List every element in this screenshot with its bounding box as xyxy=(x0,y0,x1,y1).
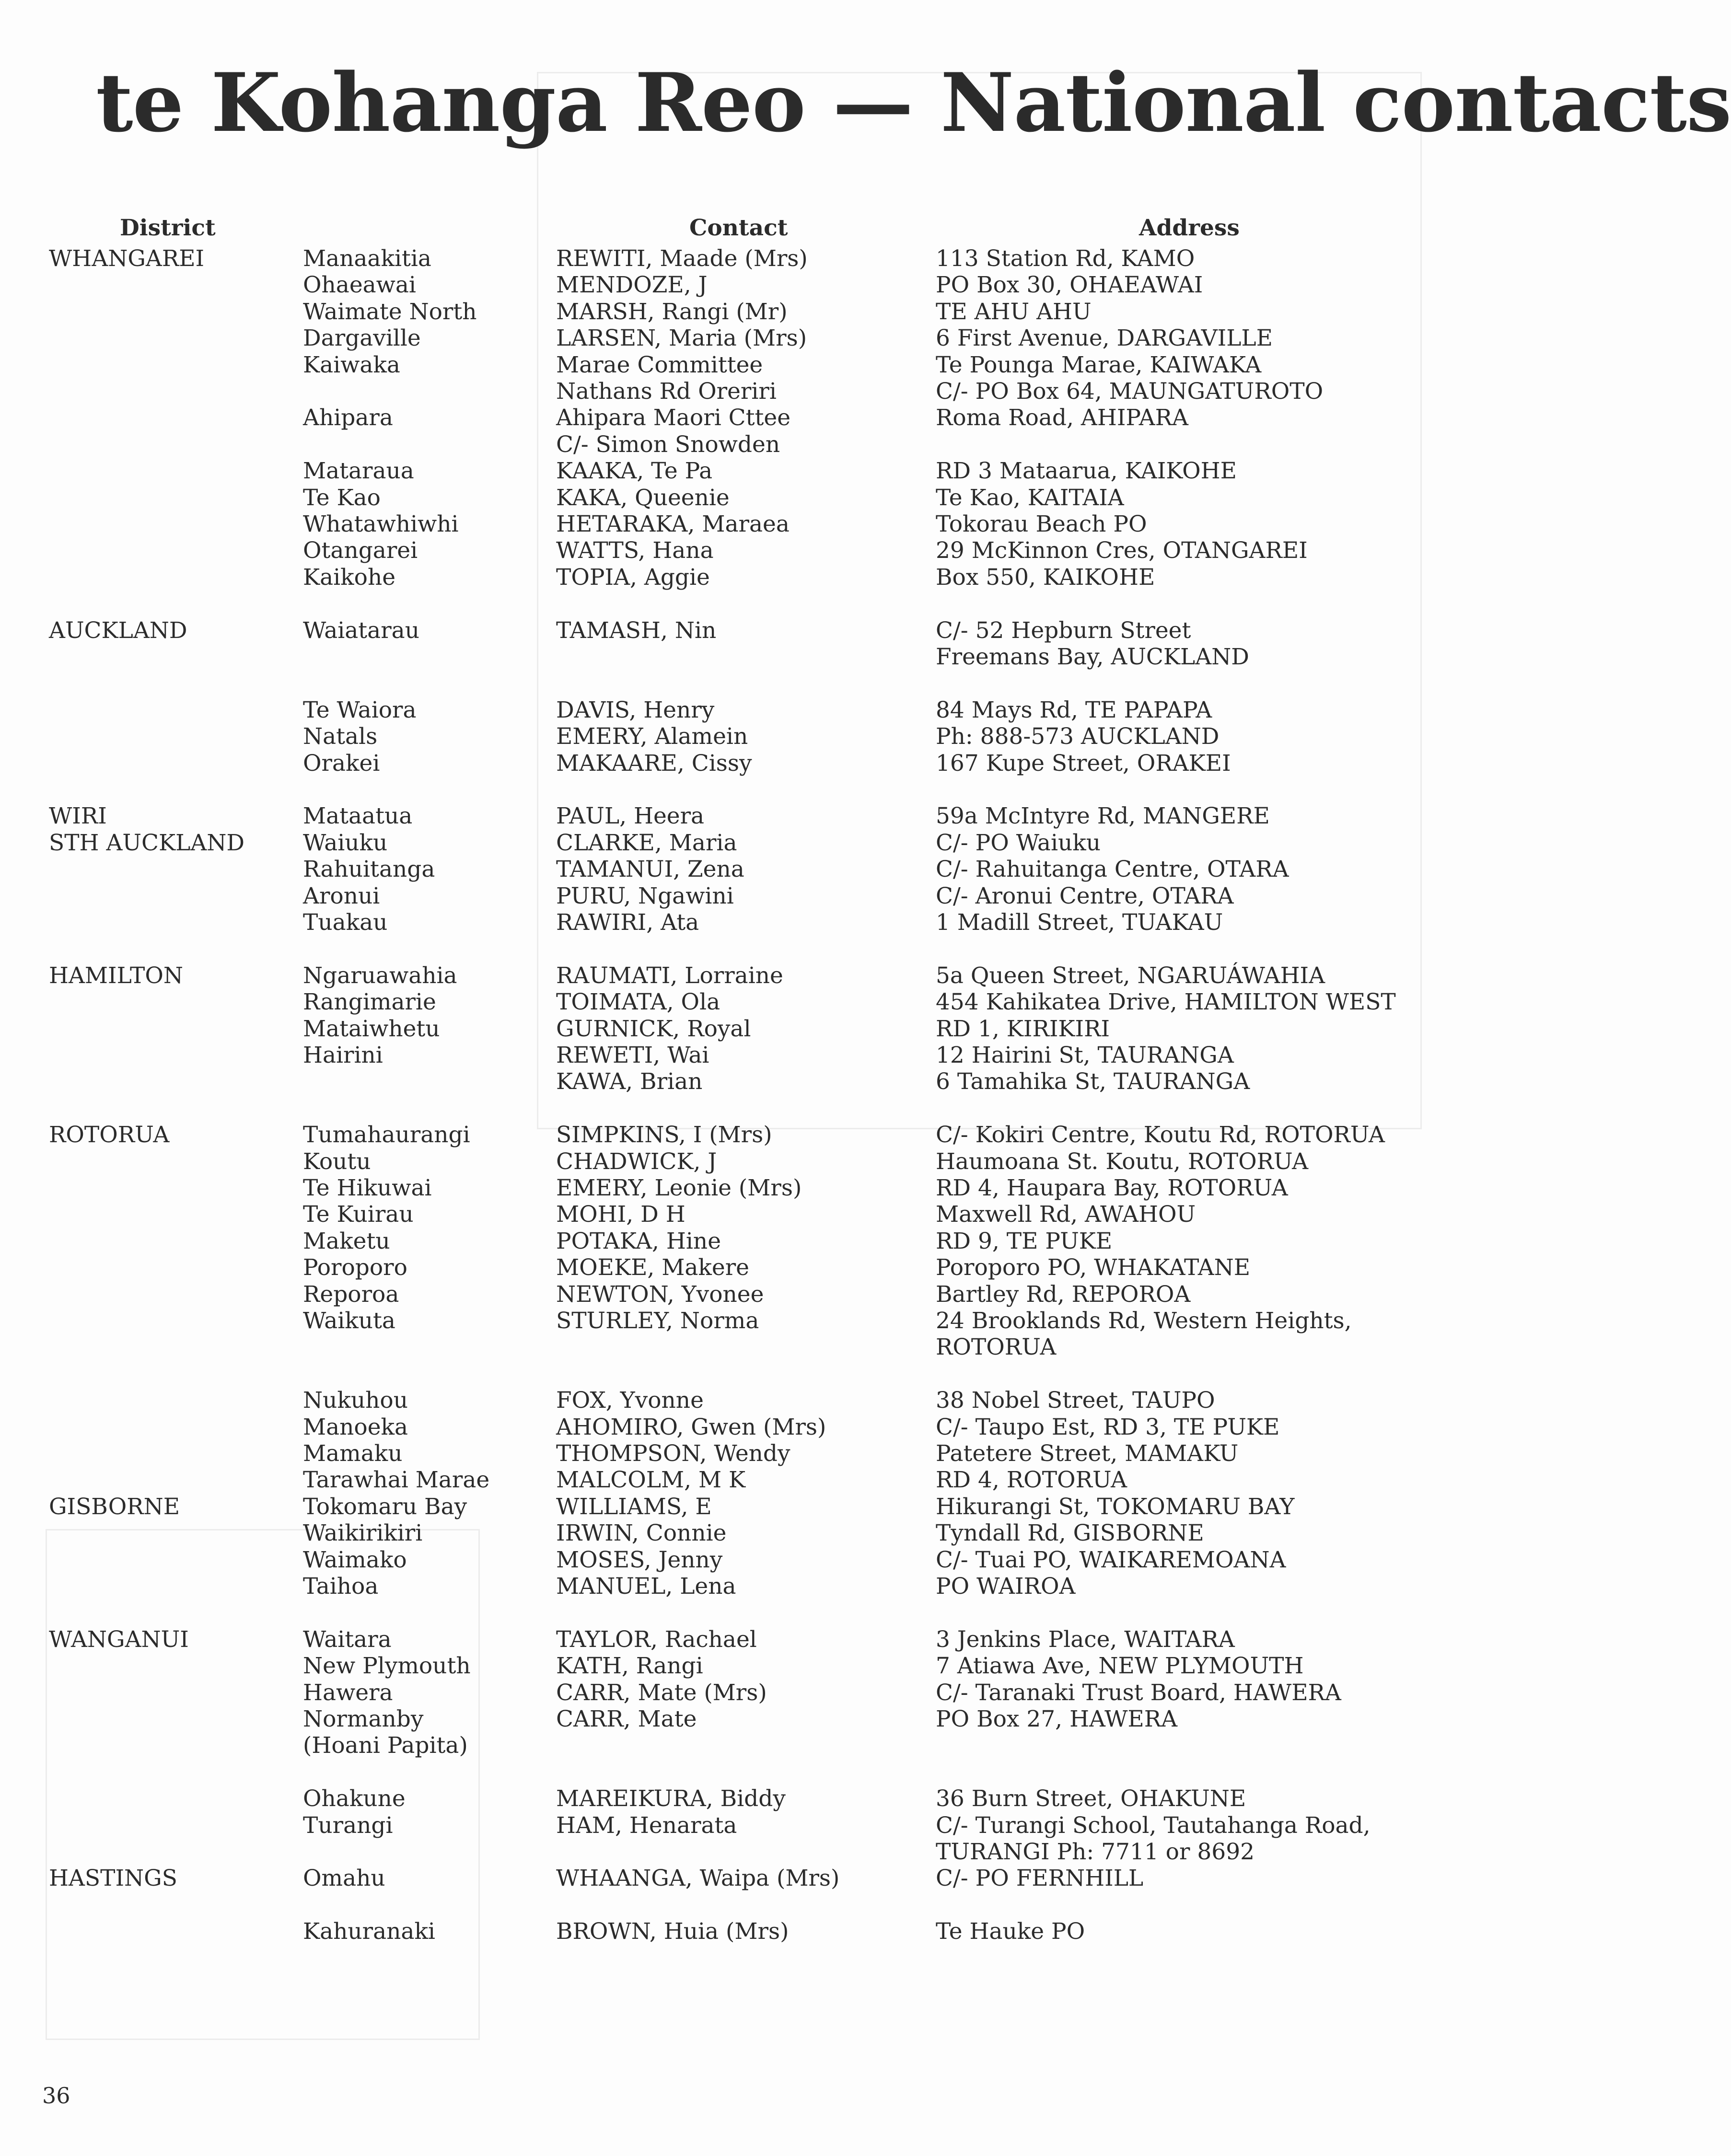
place-cell: Tumahaurangi xyxy=(303,1122,470,1148)
address-cell: C/- Turangi School, Tautahanga Road, xyxy=(936,1812,1371,1839)
contact-cell: Ahipara Maori Cttee xyxy=(556,405,791,431)
contact-cell: TAYLOR, Rachael xyxy=(556,1626,757,1653)
address-cell: TURANGI Ph: 7711 or 8692 xyxy=(936,1839,1255,1865)
contact-cell: TOIMATA, Ola xyxy=(556,989,720,1015)
place-cell: Te Waiora xyxy=(303,697,417,723)
contact-cell: DAVIS, Henry xyxy=(556,697,715,723)
district-cell: HAMILTON xyxy=(49,962,184,989)
contact-cell: REWETI, Wai xyxy=(556,1042,709,1068)
address-cell: 6 Tamahika St, TAURANGA xyxy=(936,1068,1250,1095)
address-cell: 38 Nobel Street, TAUPO xyxy=(936,1387,1215,1414)
contact-cell: PURU, Ngawini xyxy=(556,883,734,909)
address-cell: C/- PO Box 64, MAUNGATUROTO xyxy=(936,378,1324,405)
address-cell: Bartley Rd, REPOROA xyxy=(936,1281,1191,1308)
page-title: te Kohanga Reo — National contacts xyxy=(96,55,1731,150)
place-cell: Turangi xyxy=(303,1812,393,1839)
district-cell: ROTORUA xyxy=(49,1122,170,1148)
address-cell: RD 9, TE PUKE xyxy=(936,1228,1113,1254)
contact-cell: EMERY, Leonie (Mrs) xyxy=(556,1175,802,1201)
contact-cell: MOEKE, Makere xyxy=(556,1254,749,1281)
address-cell: RD 4, Haupara Bay, ROTORUA xyxy=(936,1175,1288,1201)
address-cell: Haumoana St. Koutu, ROTORUA xyxy=(936,1148,1309,1175)
address-cell: Tokorau Beach PO xyxy=(936,511,1147,537)
contact-cell: CHADWICK, J xyxy=(556,1148,717,1175)
place-cell: Tuakau xyxy=(303,909,388,936)
address-cell: Poroporo PO, WHAKATANE xyxy=(936,1254,1251,1281)
district-cell: GISBORNE xyxy=(49,1494,180,1520)
contact-cell: Nathans Rd Oreriri xyxy=(556,378,777,405)
place-cell: Waiatarau xyxy=(303,617,419,644)
address-cell: C/- Rahuitanga Centre, OTARA xyxy=(936,856,1289,882)
contact-cell: MANUEL, Lena xyxy=(556,1573,736,1600)
contact-cell: CLARKE, Maria xyxy=(556,830,737,856)
address-cell: Box 550, KAIKOHE xyxy=(936,564,1155,591)
contact-cell: IRWIN, Connie xyxy=(556,1520,727,1546)
address-cell: C/- 52 Hepburn Street xyxy=(936,617,1191,644)
place-cell: Waikirikiri xyxy=(303,1520,423,1546)
place-cell: Waitara xyxy=(303,1626,392,1653)
place-cell: Ngaruawahia xyxy=(303,962,457,989)
district-cell: WANGANUI xyxy=(49,1626,189,1653)
contact-cell: CARR, Mate xyxy=(556,1706,697,1732)
address-cell: Tyndall Rd, GISBORNE xyxy=(936,1520,1204,1546)
address-cell: Te Hauke PO xyxy=(936,1918,1085,1945)
place-cell: Waimate North xyxy=(303,299,477,325)
place-cell: Natals xyxy=(303,723,378,750)
contact-cell: KATH, Rangi xyxy=(556,1653,703,1679)
address-cell: 3 Jenkins Place, WAITARA xyxy=(936,1626,1235,1653)
place-cell: Dargaville xyxy=(303,325,421,351)
address-cell: Patetere Street, MAMAKU xyxy=(936,1440,1239,1467)
address-cell: C/- Taupo Est, RD 3, TE PUKE xyxy=(936,1414,1280,1440)
place-cell: (Hoani Papita) xyxy=(303,1732,468,1759)
address-cell: RD 3 Mataarua, KAIKOHE xyxy=(936,458,1237,484)
contact-cell: TAMASH, Nin xyxy=(556,617,717,644)
contact-cell: MALCOLM, M K xyxy=(556,1467,746,1493)
address-cell: 12 Hairini St, TAURANGA xyxy=(936,1042,1234,1068)
place-cell: Waimako xyxy=(303,1547,407,1573)
place-cell: Ahipara xyxy=(303,405,393,431)
place-cell: Hairini xyxy=(303,1042,383,1068)
district-cell: HASTINGS xyxy=(49,1865,177,1891)
place-cell: Te Kuirau xyxy=(303,1201,414,1228)
contact-cell: CARR, Mate (Mrs) xyxy=(556,1680,767,1706)
address-cell: 29 McKinnon Cres, OTANGAREI xyxy=(936,537,1308,564)
district-cell: STH AUCKLAND xyxy=(49,830,245,856)
address-cell: C/- PO FERNHILL xyxy=(936,1865,1144,1891)
contact-cell: PAUL, Heera xyxy=(556,803,705,829)
contact-cell: KAWA, Brian xyxy=(556,1068,703,1095)
address-cell: 6 First Avenue, DARGAVILLE xyxy=(936,325,1273,351)
district-cell: AUCKLAND xyxy=(49,617,187,644)
address-cell: C/- Kokiri Centre, Koutu Rd, ROTORUA xyxy=(936,1122,1385,1148)
contact-cell: NEWTON, Yvonee xyxy=(556,1281,764,1308)
header-district: District xyxy=(120,215,216,241)
address-cell: Freemans Bay, AUCKLAND xyxy=(936,644,1249,670)
contact-cell: FOX, Yvonne xyxy=(556,1387,704,1414)
contact-cell: WHAANGA, Waipa (Mrs) xyxy=(556,1865,840,1891)
address-cell: RD 4, ROTORUA xyxy=(936,1467,1127,1493)
place-cell: Whatawhiwhi xyxy=(303,511,459,537)
contact-cell: MARSH, Rangi (Mr) xyxy=(556,299,788,325)
contact-cell: WILLIAMS, E xyxy=(556,1494,712,1520)
contact-cell: MOSES, Jenny xyxy=(556,1547,723,1573)
address-cell: 7 Atiawa Ave, NEW PLYMOUTH xyxy=(936,1653,1304,1679)
place-cell: Normanby xyxy=(303,1706,424,1732)
contact-cell: WATTS, Hana xyxy=(556,537,714,564)
place-cell: Hawera xyxy=(303,1680,393,1706)
address-cell: 84 Mays Rd, TE PAPAPA xyxy=(936,697,1212,723)
contact-cell: SIMPKINS, I (Mrs) xyxy=(556,1122,772,1148)
place-cell: Mataiwhetu xyxy=(303,1016,440,1042)
address-cell: Roma Road, AHIPARA xyxy=(936,405,1188,431)
place-cell: New Plymouth xyxy=(303,1653,471,1679)
contact-cell: POTAKA, Hine xyxy=(556,1228,721,1254)
address-cell: Ph: 888-573 AUCKLAND xyxy=(936,723,1220,750)
contact-cell: BROWN, Huia (Mrs) xyxy=(556,1918,789,1945)
contact-cell: LARSEN, Maria (Mrs) xyxy=(556,325,807,351)
contact-cell: GURNICK, Royal xyxy=(556,1016,751,1042)
place-cell: Waikuta xyxy=(303,1308,395,1334)
contact-cell: KAKA, Queenie xyxy=(556,485,730,511)
place-cell: Ohaeawai xyxy=(303,272,416,298)
contact-cell: RAUMATI, Lorraine xyxy=(556,962,783,989)
address-cell: C/- Aronui Centre, OTARA xyxy=(936,883,1234,909)
place-cell: Ohakune xyxy=(303,1785,406,1812)
place-cell: Otangarei xyxy=(303,537,418,564)
place-cell: Te Kao xyxy=(303,485,381,511)
contact-cell: KAAKA, Te Pa xyxy=(556,458,713,484)
place-cell: Orakei xyxy=(303,750,380,777)
contact-cell: MAKAARE, Cissy xyxy=(556,750,752,777)
place-cell: Taihoa xyxy=(303,1573,379,1600)
address-cell: 59a McIntyre Rd, MANGERE xyxy=(936,803,1270,829)
contact-cell: EMERY, Alamein xyxy=(556,723,748,750)
address-cell: Hikurangi St, TOKOMARU BAY xyxy=(936,1494,1295,1520)
address-cell: 1 Madill Street, TUAKAU xyxy=(936,909,1223,936)
header-contact: Contact xyxy=(689,215,788,241)
contact-cell: Marae Committee xyxy=(556,352,763,378)
contact-cell: STURLEY, Norma xyxy=(556,1308,759,1334)
place-cell: Manaakitia xyxy=(303,245,431,272)
district-cell: WIRI xyxy=(49,803,107,829)
place-cell: Waiuku xyxy=(303,830,388,856)
address-cell: C/- PO Waiuku xyxy=(936,830,1101,856)
address-cell: RD 1, KIRIKIRI xyxy=(936,1016,1110,1042)
place-cell: Tokomaru Bay xyxy=(303,1494,467,1520)
contact-cell: HAM, Henarata xyxy=(556,1812,737,1839)
place-cell: Kahuranaki xyxy=(303,1918,435,1945)
page-number: 36 xyxy=(42,2083,70,2109)
place-cell: Koutu xyxy=(303,1148,371,1175)
address-cell: 113 Station Rd, KAMO xyxy=(936,245,1195,272)
place-cell: Mamaku xyxy=(303,1440,403,1467)
contact-cell: MAREIKURA, Biddy xyxy=(556,1785,786,1812)
header-address: Address xyxy=(1139,215,1240,241)
contact-cell: RAWIRI, Ata xyxy=(556,909,699,936)
address-cell: PO WAIROA xyxy=(936,1573,1076,1600)
contact-cell: THOMPSON, Wendy xyxy=(556,1440,790,1467)
show-through-puzzle xyxy=(46,1529,480,2040)
address-cell: C/- Taranaki Trust Board, HAWERA xyxy=(936,1680,1341,1706)
place-cell: Kaikohe xyxy=(303,564,396,591)
address-cell: C/- Tuai PO, WAIKAREMOANA xyxy=(936,1547,1286,1573)
contact-cell: REWITI, Maade (Mrs) xyxy=(556,245,808,272)
place-cell: Rangimarie xyxy=(303,989,436,1015)
place-cell: Kaiwaka xyxy=(303,352,400,378)
place-cell: Reporoa xyxy=(303,1281,399,1308)
place-cell: Mataraua xyxy=(303,458,414,484)
place-cell: Te Hikuwai xyxy=(303,1175,432,1201)
place-cell: Poroporo xyxy=(303,1254,407,1281)
contact-cell: TOPIA, Aggie xyxy=(556,564,710,591)
place-cell: Maketu xyxy=(303,1228,390,1254)
contact-cell: HETARAKA, Maraea xyxy=(556,511,790,537)
address-cell: 454 Kahikatea Drive, HAMILTON WEST xyxy=(936,989,1396,1015)
contact-cell: MOHI, D H xyxy=(556,1201,685,1228)
address-cell: 24 Brooklands Rd, Western Heights, xyxy=(936,1308,1352,1334)
address-cell: Maxwell Rd, AWAHOU xyxy=(936,1201,1196,1228)
address-cell: PO Box 30, OHAEAWAI xyxy=(936,272,1203,298)
address-cell: 167 Kupe Street, ORAKEI xyxy=(936,750,1231,777)
contact-cell: TAMANUI, Zena xyxy=(556,856,744,882)
place-cell: Aronui xyxy=(303,883,380,909)
contact-cell: AHOMIRO, Gwen (Mrs) xyxy=(556,1414,826,1440)
district-cell: WHANGAREI xyxy=(49,245,205,272)
place-cell: Rahuitanga xyxy=(303,856,435,882)
place-cell: Omahu xyxy=(303,1865,385,1891)
place-cell: Manoeka xyxy=(303,1414,408,1440)
address-cell: TE AHU AHU xyxy=(936,299,1092,325)
address-cell: ROTORUA xyxy=(936,1334,1057,1360)
place-cell: Nukuhou xyxy=(303,1387,408,1414)
address-cell: 36 Burn Street, OHAKUNE xyxy=(936,1785,1246,1812)
address-cell: Te Pounga Marae, KAIWAKA xyxy=(936,352,1262,378)
address-cell: Te Kao, KAITAIA xyxy=(936,485,1124,511)
address-cell: 5a Queen Street, NGARUÁWAHIA xyxy=(936,962,1325,989)
place-cell: Mataatua xyxy=(303,803,413,829)
contact-cell: C/- Simon Snowden xyxy=(556,431,780,458)
place-cell: Tarawhai Marae xyxy=(303,1467,490,1493)
address-cell: PO Box 27, HAWERA xyxy=(936,1706,1178,1732)
contact-cell: MENDOZE, J xyxy=(556,272,708,298)
